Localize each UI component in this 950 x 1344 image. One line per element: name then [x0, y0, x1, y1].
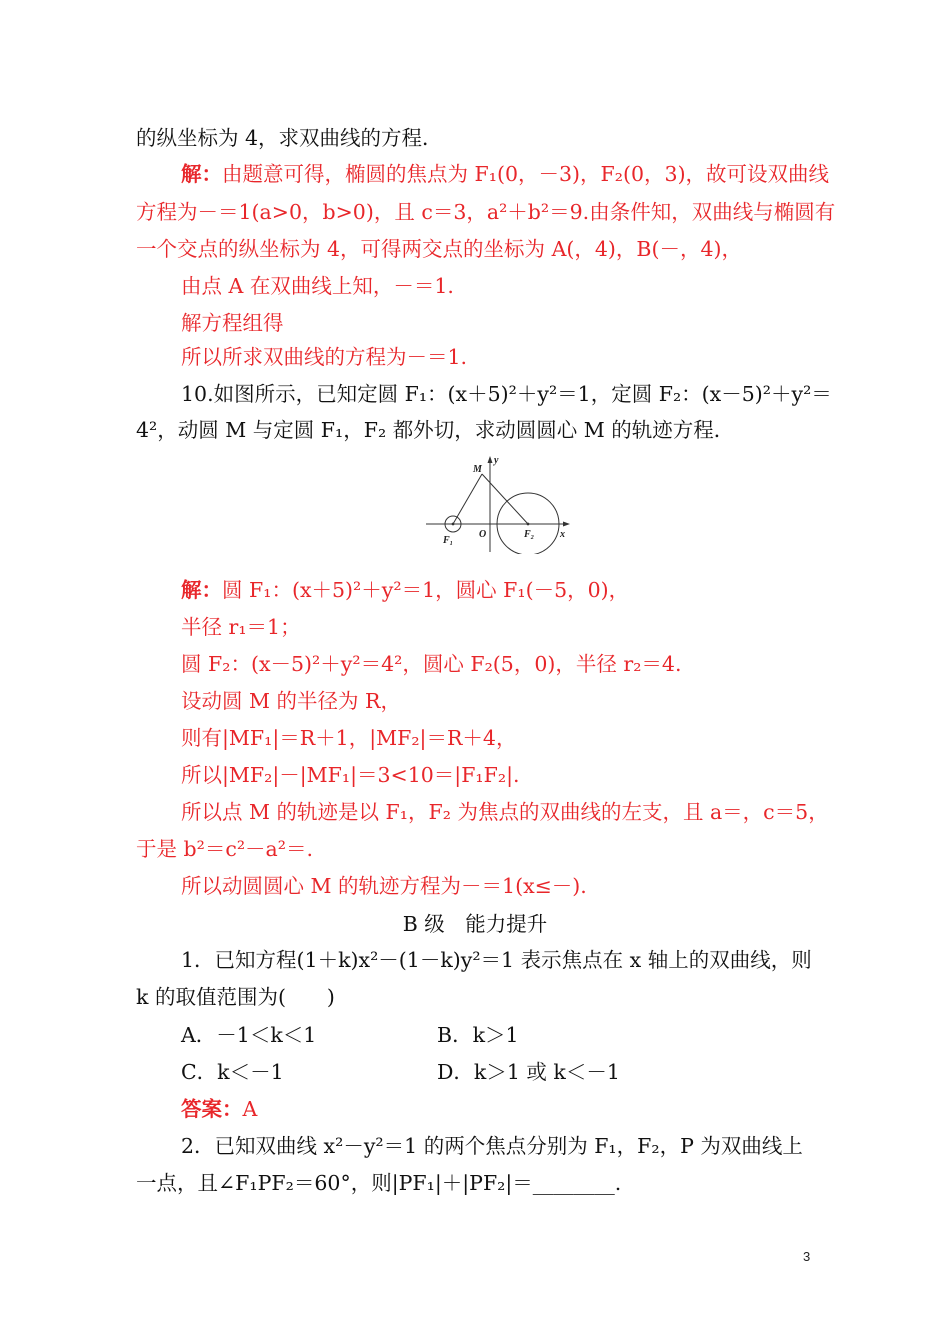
option-b: B．k＞1 [437, 1023, 519, 1047]
answer-label: 答案： [181, 1097, 243, 1121]
label-o: O [479, 529, 487, 540]
solution-line: 解方程组得 [181, 311, 284, 335]
option-c: C．k＜－1 [181, 1060, 284, 1084]
answer-line [181, 1095, 257, 1123]
x-axis-arrow [563, 522, 570, 527]
solution-text: 由题意可得，椭圆的焦点为 F₁(0，－3)，F₂(0，3)，故可设双曲线 [222, 162, 830, 186]
label-y: y [494, 455, 499, 466]
solution-line: 则有|MF₁|＝R＋1，|MF₂|＝R＋4， [181, 726, 517, 750]
segment-mf2 [482, 474, 528, 524]
solution-line [181, 160, 829, 188]
solution-line: 于是 b²＝c²－a²＝. [136, 837, 314, 861]
solution-line: 所以|MF₂|－|MF₁|＝3<10＝|F₁F₂|. [181, 763, 520, 787]
page-number: 3 [803, 1249, 811, 1264]
solution-line: 一个交点的纵坐标为 4，可得两交点的坐标为 A(，4)，B(－，4)， [136, 237, 743, 261]
segment-mf1 [453, 474, 482, 524]
section-heading: B 级 能力提升 [402, 912, 548, 936]
solution-line: 方程为－＝1(a>0，b>0)，且 c＝3，a²＋b²＝9.由条件知，双曲线与椭圆有 [136, 200, 836, 224]
solution-label: 解： [181, 578, 222, 602]
solution-line: 所以点 M 的轨迹是以 F₁，F₂ 为焦点的双曲线的左支，且 a＝，c＝5， [181, 800, 829, 824]
problem-line: 1．已知方程(1＋k)x²－(1－k)y²＝1 表示焦点在 x 轴上的双曲线，则 [181, 948, 812, 972]
solution-line: 圆 F₂：(x－5)²＋y²＝4²，圆心 F₂(5，0)，半径 r₂＝4. [181, 652, 682, 676]
option-a: A．－1＜k＜1 [181, 1023, 317, 1047]
answer-value: A [242, 1097, 258, 1121]
problem-line: 一点，且∠F₁PF₂＝60°，则|PF₁|＋|PF₂|＝________. [136, 1171, 622, 1195]
problem-line: k 的取值范围为( ) [136, 985, 335, 1009]
solution-line [181, 576, 629, 604]
problem-line: 2．已知双曲线 x²－y²＝1 的两个焦点分别为 F₁，F₂，P 为双曲线上 [181, 1134, 803, 1158]
label-x: x [560, 529, 565, 540]
point-f1 [452, 523, 455, 526]
solution-label: 解： [181, 162, 222, 186]
solution-line: 由点 A 在双曲线上知，－＝1. [181, 274, 454, 298]
circle-figure [424, 452, 574, 554]
label-f2: F₂ [524, 529, 535, 540]
y-axis-arrow [488, 456, 493, 463]
solution-line: 半径 r₁＝1； [181, 615, 301, 639]
solution-line: 设动圆 M 的半径为 R， [181, 689, 401, 713]
solution-line: 所以动圆圆心 M 的轨迹方程为－＝1(x≤－). [181, 874, 587, 898]
problem-line: 10.如图所示，已知定圆 F₁：(x＋5)²＋y²＝1，定圆 F₂：(x－5)²＋y²＝ [181, 382, 832, 406]
problem-line: 4²，动圆 M 与定圆 F₁，F₂ 都外切，求动圆圆心 M 的轨迹方程． [136, 418, 735, 442]
solution-text: 圆 F₁：(x＋5)²＋y²＝1，圆心 F₁(－5，0)， [222, 578, 630, 602]
label-m: M [473, 464, 482, 475]
text-line: 的纵坐标为 4，求双曲线的方程． [136, 126, 443, 150]
label-f1: F₁ [443, 535, 454, 546]
solution-line: 所以所求双曲线的方程为－＝1. [181, 345, 468, 369]
option-d: D．k＞1 或 k＜－1 [437, 1060, 620, 1084]
point-f2 [527, 523, 530, 526]
